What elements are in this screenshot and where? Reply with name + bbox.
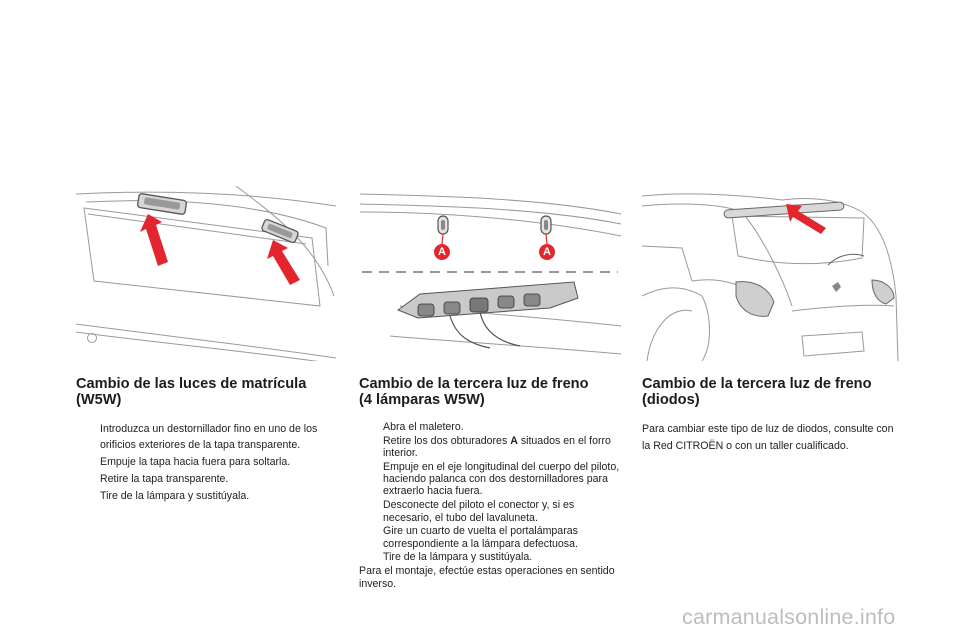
section-third-brake-light-diodes [642,376,904,455]
list-item: Retire la tapa transparente. [100,473,229,485]
section-title: Cambio de las luces de matrícula (W5W) [76,376,307,408]
list-item: Desconecte del piloto el conector y, si es necesario, el tubo del lavaluneta. [383,499,575,524]
section-title: Cambio de la tercera luz de freno (diodos) [642,376,872,408]
watermark: carmanualsonline.info [682,605,896,629]
red-arrow-2 [267,240,300,285]
car-rear-illustration [642,186,904,361]
light-housing-1 [137,193,187,214]
steps-list [76,421,338,504]
list-item: Introduzca un destornillador fino en uno de los orificios exteriores de la tapa transparente. [100,423,318,451]
license-plate-light-illustration [76,186,336,361]
closing-note: Para el montaje, efectúe estas operaciones en sentido inverso. [359,565,615,590]
section-license-plate-lights [76,376,338,505]
list-item: Retire los dos obturadores A situados en el forro interior. [383,434,611,460]
marker-a: A [510,434,518,447]
light-housing-2 [261,219,299,244]
brake-light-assembly [398,282,578,348]
list-item: Empuje la tapa hacia fuera para soltarla. [100,456,291,468]
callout-a-left: A [434,244,450,260]
plug-left [438,216,448,234]
section-description: Para cambiar este tipo de luz de diodos, consulte con la Red CITROËN o con un taller cualificado. [642,423,894,452]
list-item: Gire un cuarto de vuelta el portalámparas correspondiente a la lámpara defectuosa. [383,525,578,550]
section-third-brake-light-lamps [359,376,623,590]
list-item: Empuje en el eje longitudinal del cuerpo del piloto, haciendo palanca con dos destornilladores para extraerlo hacia fuera. [383,460,620,498]
section-title: Cambio de la tercera luz de freno (4 lámparas W5W) [359,376,589,408]
steps-list [359,421,623,564]
list-item: Tire de la lámpara y sustitúyala. [100,490,250,502]
list-item: Tire de la lámpara y sustitúyala. [383,551,533,564]
list-item: Abra el maletero. [383,421,464,433]
callout-a-right: A [539,244,555,260]
plug-right [541,216,551,234]
third-brake-light-lamps-illustration [360,186,621,361]
